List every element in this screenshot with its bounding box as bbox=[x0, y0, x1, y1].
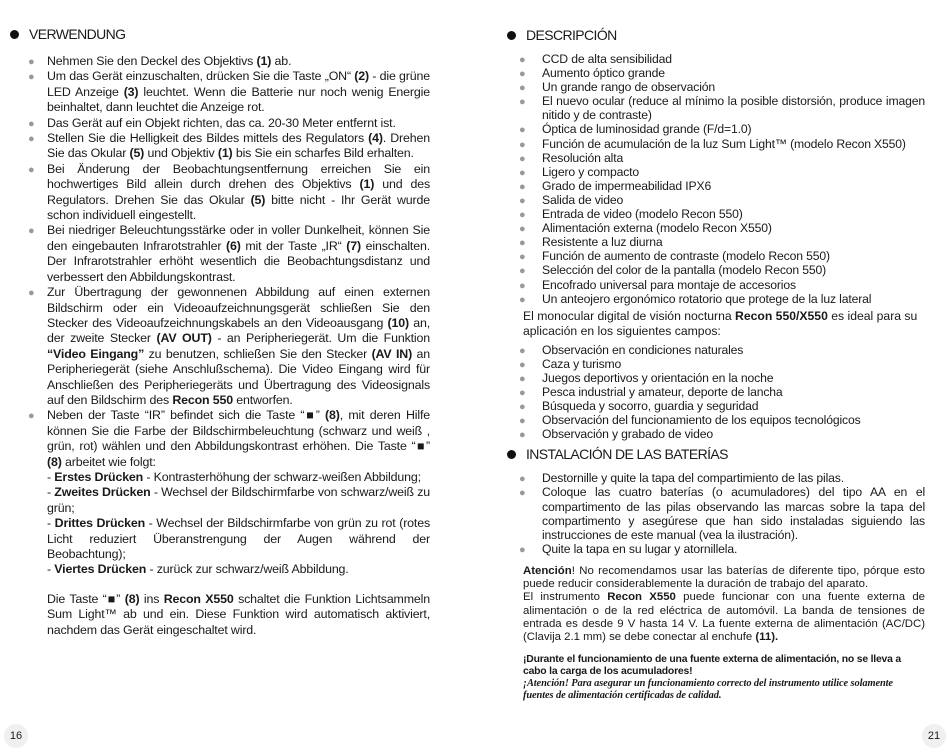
list-item: ● Observación en condiciones naturales bbox=[519, 342, 744, 357]
list-item: ● Función de acumulación de la luz Sum Light™ (modelo Recon X550) bbox=[519, 136, 906, 151]
bullet-icon: ● bbox=[519, 429, 526, 442]
list-item: ● Un grande rango de observación bbox=[519, 80, 716, 95]
list-item: ● Resolución alta bbox=[519, 150, 624, 165]
bullet-dot-icon bbox=[507, 450, 516, 459]
bullet-icon: ● bbox=[519, 54, 526, 66]
list-item: ● Búsqueda y socorro, guardia y seguridad bbox=[519, 399, 759, 414]
heading-text: VERWENDUNG bbox=[29, 26, 126, 42]
page-number-right: 21 bbox=[922, 724, 946, 748]
bullet-icon: ● bbox=[519, 372, 526, 385]
warning-certified-sources: ¡Atención! Para asegurar un funcionamiento correcto del instrumento utilice solamente fuentes de alimentación certificadas de calidad. bbox=[523, 678, 893, 702]
bullet-icon: ● bbox=[519, 251, 526, 264]
list-item: ● Bei Änderung der Beobachtungsentfernung erreichen Sie ein hochwertiges Bild allein durch drehen des Objektivs (1) und des Regulators. Drehen Sie das Okular (5) bitte nicht - Ihr Gerät wurde schon individuell eingestellt. bbox=[28, 161, 431, 223]
list-item: ● Encofrado universal para montaje de accesorios bbox=[519, 277, 796, 292]
feature-list bbox=[497, 52, 925, 306]
list-item: ● Stellen Sie die Helligkeit des Bildes mittels des Regulators (4). Drehen Sie das Okular (5) und Objektiv (1) bis Sie ein scharfes Bild erhalten. bbox=[28, 131, 430, 161]
bullet-icon: ● bbox=[519, 166, 526, 179]
bullet-icon: ● bbox=[28, 133, 35, 146]
heading-text: DESCRIPCIÓN bbox=[526, 27, 617, 43]
bullet-icon: ● bbox=[519, 279, 526, 292]
bullet-icon: ● bbox=[519, 194, 526, 207]
list-item: ● Alimentación externa (modelo Recon X550) bbox=[519, 221, 772, 236]
left-page bbox=[10, 22, 430, 638]
bullet-dot-icon bbox=[507, 31, 516, 40]
list-item: ● Nehmen Sie den Deckel des Objektivs (1) ab. bbox=[10, 54, 430, 69]
bullet-icon: ● bbox=[28, 117, 35, 130]
bullet-icon: ● bbox=[519, 401, 526, 414]
bullet-icon: ● bbox=[28, 163, 35, 176]
right-page bbox=[497, 22, 925, 702]
list-item: ● Coloque las cuatro baterías (o acumuladores) del tipo AA en el compartimento de las pilas observando las marcas sobre la tapa del compartimento y asegúrese que han sido instaladas siguiendo las instrucciones de este manual (vea la ilustración). bbox=[519, 485, 925, 542]
list-item: ● Quite la tapa en su lugar y atornillela. bbox=[519, 541, 738, 556]
heading-text: INSTALACIÓN DE LAS BATERÍAS bbox=[526, 446, 728, 463]
list-item: ● CCD de alta sensibilidad bbox=[519, 52, 672, 66]
page-number-left: 16 bbox=[4, 724, 28, 748]
list-item: ● Destornille y quite la tapa del compartimiento de las pilas. bbox=[519, 471, 844, 486]
bullet-icon: ● bbox=[28, 71, 35, 84]
bullet-icon: ● bbox=[519, 152, 526, 165]
mode-item-4: - Viertes Drücken - zurück zur schwarz/weiß Abbildung. bbox=[47, 562, 349, 577]
section-heading-descripcion bbox=[507, 27, 925, 43]
bullet-icon: ● bbox=[519, 358, 526, 371]
note-atencion: Atención! No recomendamos usar las baterías de diferente tipo, pórque esto puede reducir considerablemente la duración de trabajo del aparato. bbox=[523, 564, 925, 591]
mode-item-3: - Drittes Drücken - Wechsel der Bildschirmfarbe von grün zu rot (rotes Licht reduziert Überanstrengung der Augen während der Beobachtung); bbox=[47, 516, 430, 561]
section-heading-verwendung bbox=[10, 26, 430, 42]
list-item: ● Um das Gerät einzuschalten, drücken Sie die Taste „ON“ (2) - die grüne LED Anzeige (3) leuchtet. Wenn die Batterie nur noch wenig Energie beinhaltet, dann leuchtet die Anzeige rot. bbox=[28, 69, 430, 115]
list-item: ● Óptica de luminosidad grande (F/d=1.0) bbox=[519, 122, 752, 137]
list-item: ● Observación y grabado de video bbox=[519, 427, 713, 442]
bullet-icon: ● bbox=[28, 225, 35, 238]
bullet-icon: ● bbox=[519, 265, 526, 278]
list-item: ● Zur Übertragung der gewonnenen Abbildung auf einen externen Bildschirm oder ein Videoaufzeichnungsgerät schließen Sie den Stecker des Videoaufzeichnungskabels an den Videoausgang (10) an, der zweite Stecker (AV OUT) - an Peripheriegerät. Um die Funktion “Video Eingang” zu benutzen, schließen Sie den Stecker (AV IN) an Peripheriegerät (siehe Anschlußschema). Die Video Eingang wird für Anschließen des Peripheriegeräts und Übertragung des Videosignals auf den Bildschirm des Recon 550 entworfen. bbox=[28, 285, 431, 407]
list-item: ● Un anteojero ergonómico rotatorio que protege de la luz lateral bbox=[519, 291, 872, 306]
bullet-icon: ● bbox=[519, 293, 526, 306]
list-item: ● Selección del color de la pantalla (modelo Recon 550) bbox=[519, 263, 827, 278]
bullet-icon: ● bbox=[519, 473, 526, 486]
bullet-icon: ● bbox=[519, 386, 526, 399]
warning-charging: ¡Durante el funcionamiento de una fuente externa de alimentación, no se lleva a cabo la carga de los acumuladores! bbox=[523, 654, 901, 678]
list-item: ● Bei niedriger Beleuchtungsstärke oder in voller Dunkelheit, können Sie den eingebauten Infrarotstrahler (6) mit der Taste „IR“ (7) einschalten. Der Infrarotstrahler erhöht wesentlich die Beobachtungsdistanz und verbessert den Abbildungskontrast. bbox=[28, 223, 431, 284]
bullet-icon: ● bbox=[519, 96, 526, 109]
list-item: ● Aumento óptico grande bbox=[519, 66, 665, 81]
list-item: ● Pesca industrial y amateur, deporte de lancha bbox=[519, 384, 783, 399]
list-item: ● Grado de impermeabilidad IPX6 bbox=[519, 178, 712, 193]
bullet-icon: ● bbox=[519, 138, 526, 151]
bullet-icon: ● bbox=[519, 344, 526, 357]
list-item: ● Caza y turismo bbox=[519, 356, 622, 371]
list-item: ● Entrada de video (modelo Recon 550) bbox=[519, 207, 743, 222]
list-item: ● Juegos deportivos y orientación en la noche bbox=[519, 370, 774, 385]
bullet-icon: ● bbox=[519, 124, 526, 137]
bullet-icon: ● bbox=[519, 209, 526, 222]
bullet-icon: ● bbox=[28, 56, 35, 68]
bullet-icon: ● bbox=[519, 180, 526, 193]
list-item: ● Resistente a luz diurna bbox=[519, 235, 663, 250]
list-item: ● Ligero y compacto bbox=[519, 164, 640, 179]
bullet-icon: ● bbox=[519, 82, 526, 95]
list-item: ● Das Gerät auf ein Objekt richten, das ca. 20-30 Meter entfernt ist. bbox=[10, 116, 430, 131]
list-item: ● El nuevo ocular (reduce al mínimo la posible distorsión, produce imagen nitido y de contraste) bbox=[519, 94, 925, 123]
bullet-dot-icon bbox=[10, 30, 19, 39]
bullet-icon: ● bbox=[519, 223, 526, 236]
bullet-icon: ● bbox=[519, 237, 526, 250]
bullet-icon: ● bbox=[28, 410, 35, 423]
bullet-icon: ● bbox=[519, 415, 526, 428]
mode-item-1: - Erstes Drücken - Kontrasterhöhung der schwarz-weißen Abbildung; bbox=[47, 469, 421, 484]
list-item: ● Función de aumento de contraste (modelo Recon 550) bbox=[519, 249, 830, 264]
bullet-icon: ● bbox=[519, 543, 526, 556]
bullet-icon: ● bbox=[519, 68, 526, 81]
section-heading-baterias bbox=[507, 446, 925, 462]
list-item: ● Neben der Taste “IR” befindet sich die Taste “■” (8), mit deren Hilfe können Sie die Farbe der Bildschirmbeleuchtung (schwarz und weiß , grün, rot) wählen und den Abbildungskontrast erhöhen. Die Taste “■” (8) arbeitet wie folgt: bbox=[28, 408, 430, 469]
note-external-power: El instrumento Recon X550 puede funcionar con una fuente externa de alimentación o de la red eléctrica de automóvil. La banda de tensiones de entrada es desde 9 V hasta 14 V. La fuente externa de alimentación (AC/DC) (Clavija 2.1 mm) se debe conectar al enchufe (11). bbox=[523, 591, 925, 643]
intro-paragraph: El monocular digital de visión nocturna Recon 550/X550 es ideal para su aplicación en los siguientes campos: bbox=[523, 308, 918, 338]
list-item: ● Observación del funcionamiento de los equipos tecnológicos bbox=[519, 413, 861, 428]
mode-item-2: - Zweites Drücken - Wechsel der Bildschirmfarbe von schwarz/weiß zu grün; bbox=[47, 485, 430, 515]
bullet-icon: ● bbox=[28, 287, 35, 300]
battery-steps-list bbox=[497, 471, 925, 556]
list-item: ● Salida de video bbox=[519, 192, 624, 207]
uses-list bbox=[497, 343, 925, 442]
bullet-icon: ● bbox=[519, 487, 526, 500]
final-paragraph: Die Taste “■” (8) ins Recon X550 schaltet die Funktion Lichtsammeln Sum Light™ ab und ein. Diese Funktion wird automatisch aktiviert, nachdem das Gerät eingeschaltet wird. bbox=[47, 591, 430, 637]
